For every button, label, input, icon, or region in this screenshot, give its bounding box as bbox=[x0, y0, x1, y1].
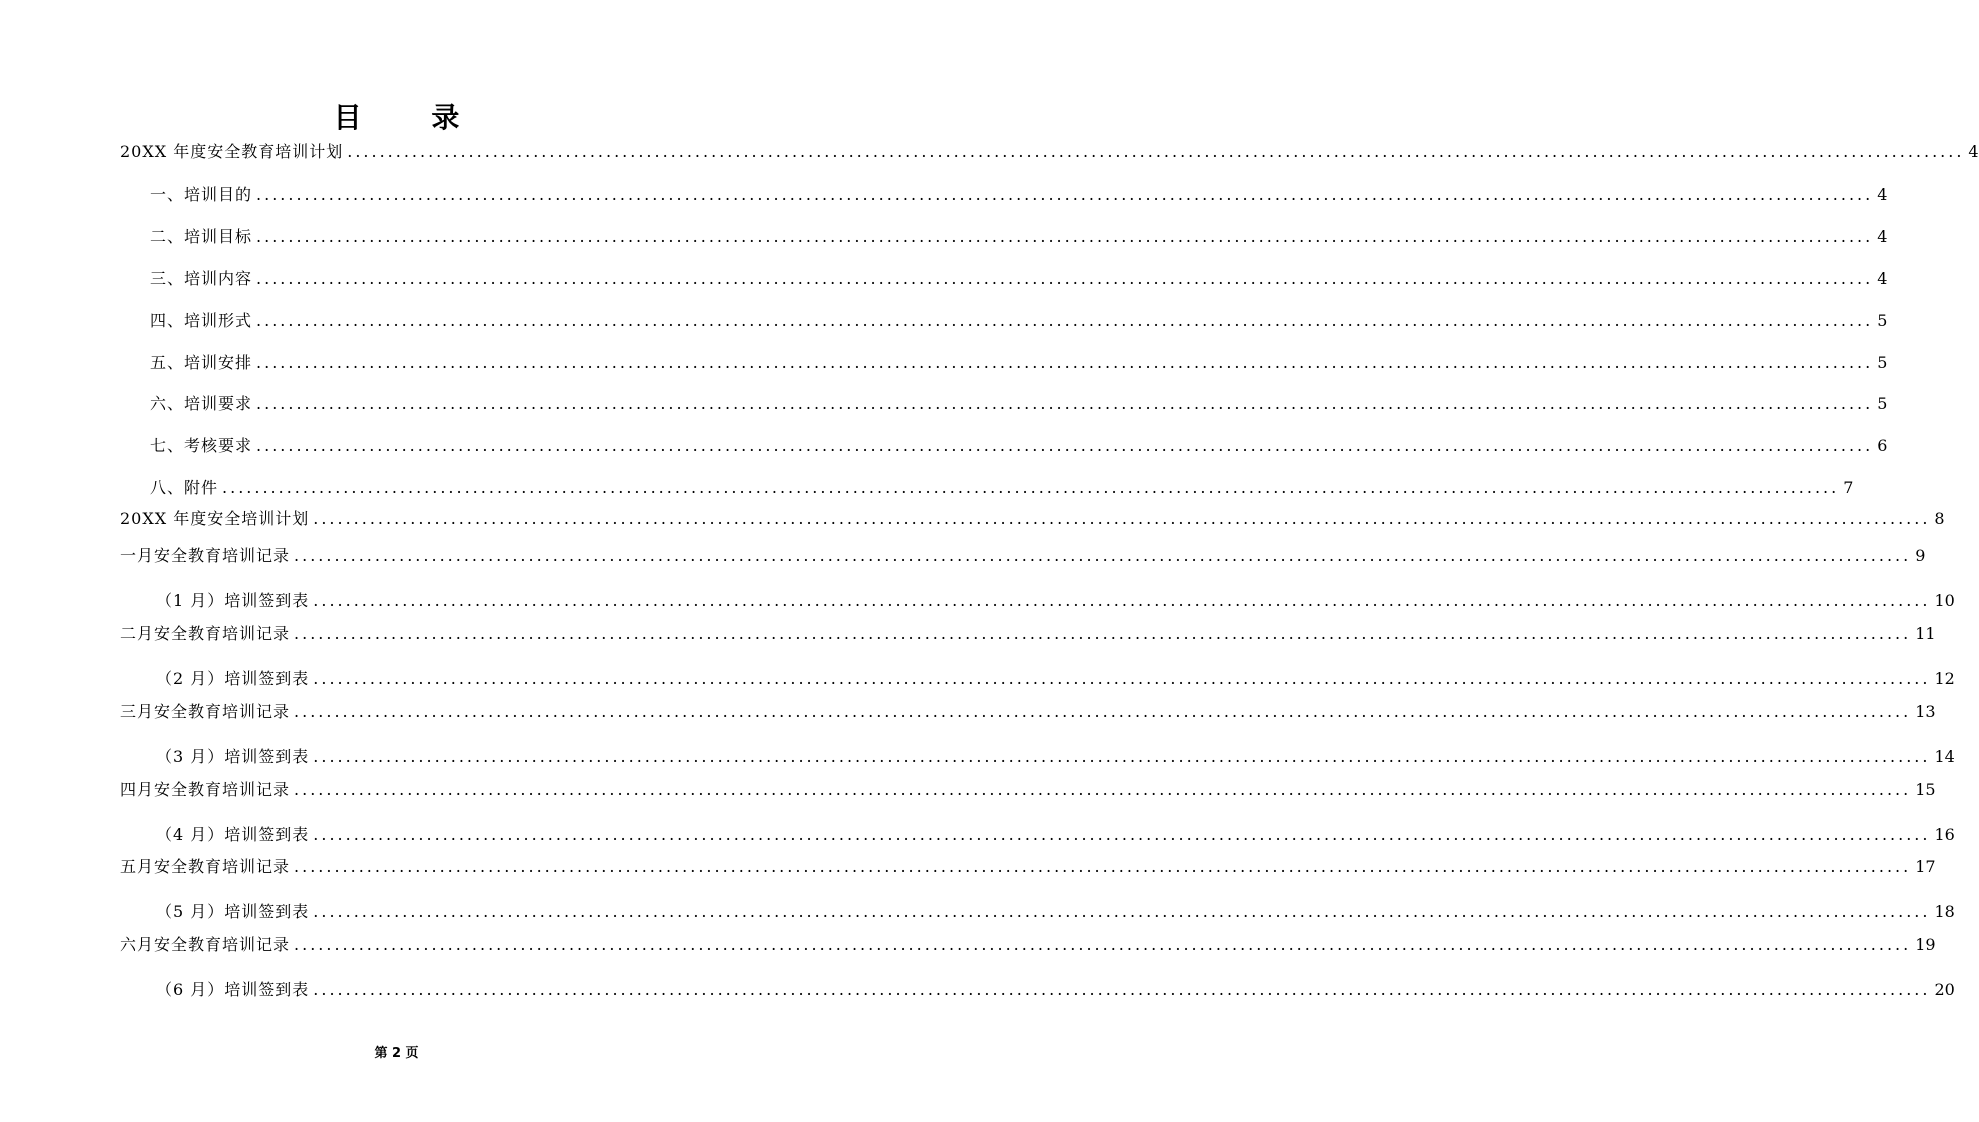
toc-entry-page: 5 bbox=[1877, 311, 1888, 330]
toc-entry[interactable] bbox=[156, 590, 1955, 612]
toc-entry[interactable] bbox=[150, 226, 1888, 248]
toc-entry-page: 9 bbox=[1915, 546, 1926, 565]
page-number: 第 2 页 bbox=[374, 1046, 419, 1061]
toc-entry-page: 4 bbox=[1877, 269, 1888, 288]
toc-leader-dots: ........................................................................................................................................................................................................ bbox=[256, 185, 1874, 204]
toc-entry-page: 5 bbox=[1877, 353, 1888, 372]
toc-entry[interactable] bbox=[150, 477, 1854, 499]
toc-entry-label: 一月安全教育培训记录 bbox=[120, 546, 291, 565]
toc-leader-dots: ........................................................................................................................................................................................................ bbox=[313, 669, 1931, 688]
toc-entry[interactable] bbox=[156, 901, 1955, 923]
toc-leader-dots: ........................................................................................................................................................................................................ bbox=[347, 142, 1965, 161]
toc-entry-label: （5 月）培训签到表 bbox=[156, 902, 310, 921]
toc-entry[interactable] bbox=[150, 310, 1888, 332]
toc-entry[interactable] bbox=[120, 856, 1936, 878]
toc-leader-dots: ........................................................................................................................................................................................................ bbox=[294, 857, 1912, 876]
toc-entry-label: 七、考核要求 bbox=[150, 436, 253, 455]
toc-entry-label: 三月安全教育培训记录 bbox=[120, 702, 291, 721]
toc-entry-page: 8 bbox=[1934, 509, 1945, 528]
toc-entry-label: 四、培训形式 bbox=[150, 311, 253, 330]
toc-entry-page: 4 bbox=[1877, 185, 1888, 204]
toc-entry-label: 四月安全教育培训记录 bbox=[120, 780, 291, 799]
toc-entry-page: 4 bbox=[1968, 142, 1979, 161]
toc-entry-label: （1 月）培训签到表 bbox=[156, 591, 310, 610]
toc-entry-page: 19 bbox=[1915, 935, 1936, 954]
toc-entry-label: 六月安全教育培训记录 bbox=[120, 935, 291, 954]
toc-entry-page: 17 bbox=[1915, 857, 1936, 876]
toc-entry-label: 20XX 年度安全培训计划 bbox=[120, 509, 310, 528]
toc-leader-dots: ........................................................................................................................................................................................................ bbox=[256, 353, 1874, 372]
toc-entry-label: 二月安全教育培训记录 bbox=[120, 624, 291, 643]
toc-entry[interactable] bbox=[120, 623, 1936, 645]
toc-entry-label: 二、培训目标 bbox=[150, 227, 253, 246]
toc-entry-label: （3 月）培训签到表 bbox=[156, 747, 310, 766]
toc-entry[interactable] bbox=[120, 934, 1936, 956]
toc-entry-label: 五、培训安排 bbox=[150, 353, 253, 372]
toc-entry[interactable] bbox=[120, 779, 1936, 801]
toc-entry-page: 12 bbox=[1934, 669, 1955, 688]
toc-entry-page: 7 bbox=[1843, 478, 1854, 497]
toc-entry-page: 18 bbox=[1934, 902, 1955, 921]
toc-entry-page: 20 bbox=[1934, 980, 1955, 999]
toc-entry-label: （6 月）培训签到表 bbox=[156, 980, 310, 999]
toc-leader-dots: ........................................................................................................................................................................................................ bbox=[256, 394, 1874, 413]
toc-entry-page: 4 bbox=[1877, 227, 1888, 246]
toc-entry-page: 14 bbox=[1934, 747, 1955, 766]
toc-entry-page: 15 bbox=[1915, 780, 1936, 799]
toc-entry[interactable] bbox=[120, 141, 1979, 163]
toc-leader-dots: ........................................................................................................................................................................................................ bbox=[256, 311, 1874, 330]
toc-leader-dots: ........................................................................................................................................................................................................ bbox=[313, 591, 1931, 610]
toc-leader-dots: ........................................................................................................................................................................................................ bbox=[313, 825, 1931, 844]
toc-entry-label: 20XX 年度安全教育培训计划 bbox=[120, 142, 344, 161]
toc-entry-page: 11 bbox=[1915, 624, 1936, 643]
toc-entry[interactable] bbox=[156, 668, 1955, 690]
toc-entry-page: 13 bbox=[1915, 702, 1936, 721]
toc-entry-label: 五月安全教育培训记录 bbox=[120, 857, 291, 876]
toc-leader-dots: ........................................................................................................................................................................................................ bbox=[294, 935, 1912, 954]
toc-entry[interactable] bbox=[150, 268, 1888, 290]
toc-entry[interactable] bbox=[156, 824, 1955, 846]
toc-entry-label: 一、培训目的 bbox=[150, 185, 253, 204]
toc-entry[interactable] bbox=[120, 701, 1936, 723]
toc-entry[interactable] bbox=[150, 184, 1888, 206]
toc-entry-label: （2 月）培训签到表 bbox=[156, 669, 310, 688]
toc-leader-dots: ........................................................................................................................................................................................................ bbox=[313, 747, 1931, 766]
toc-entry[interactable] bbox=[150, 435, 1888, 457]
toc-leader-dots: ........................................................................................................................................................................................................ bbox=[294, 702, 1912, 721]
toc-leader-dots: ........................................................................................................................................................................................................ bbox=[256, 227, 1874, 246]
toc-entry[interactable] bbox=[120, 508, 1945, 530]
toc-title: 目 录 bbox=[333, 101, 490, 134]
toc-entry[interactable] bbox=[150, 352, 1888, 374]
toc-entry-page: 5 bbox=[1877, 394, 1888, 413]
toc-entry-label: 六、培训要求 bbox=[150, 394, 253, 413]
toc-leader-dots: ........................................................................................................................................................................................................ bbox=[313, 902, 1931, 921]
toc-entry[interactable] bbox=[156, 746, 1955, 768]
toc-leader-dots: ........................................................................................................................................................................................................ bbox=[313, 509, 1931, 528]
toc-entry-page: 10 bbox=[1934, 591, 1955, 610]
toc-entry[interactable] bbox=[150, 393, 1888, 415]
toc-entry-label: 三、培训内容 bbox=[150, 269, 253, 288]
toc-entry-label: （4 月）培训签到表 bbox=[156, 825, 310, 844]
toc-entry-page: 16 bbox=[1934, 825, 1955, 844]
toc-leader-dots: ........................................................................................................................................................................................................ bbox=[256, 269, 1874, 288]
toc-entry-page: 6 bbox=[1877, 436, 1888, 455]
toc-leader-dots: ........................................................................................................................................................................................................ bbox=[294, 624, 1912, 643]
toc-entry-label: 八、附件 bbox=[150, 478, 219, 497]
toc-entry[interactable] bbox=[120, 545, 1926, 567]
toc-entry[interactable] bbox=[156, 979, 1955, 1001]
toc-leader-dots: ........................................................................................................................................................................................................ bbox=[222, 478, 1840, 497]
toc-leader-dots: ........................................................................................................................................................................................................ bbox=[313, 980, 1931, 999]
toc-leader-dots: ........................................................................................................................................................................................................ bbox=[294, 546, 1912, 565]
toc-leader-dots: ........................................................................................................................................................................................................ bbox=[256, 436, 1874, 455]
toc-leader-dots: ........................................................................................................................................................................................................ bbox=[294, 780, 1912, 799]
